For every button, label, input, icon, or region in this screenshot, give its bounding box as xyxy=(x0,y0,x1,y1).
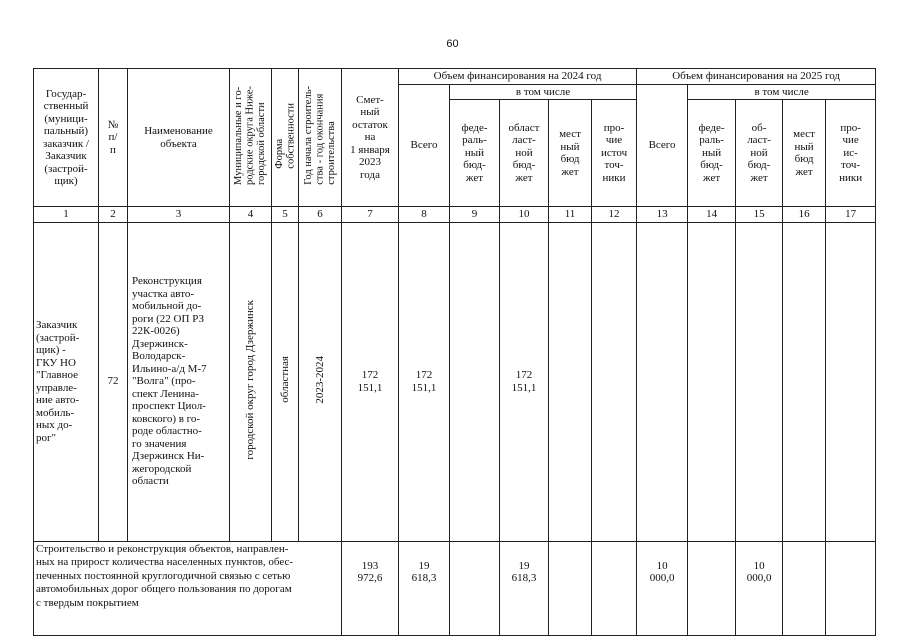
row-municipality-text: городской округ город Дзержинск xyxy=(244,299,257,460)
header-funding-2024: Объем финансирования на 2024 год xyxy=(399,69,637,85)
total-federal-2024 xyxy=(450,541,500,635)
header-municipality xyxy=(230,69,272,207)
header-total-2025: Всего xyxy=(637,84,688,207)
column-number: 8 xyxy=(399,207,450,223)
column-number: 9 xyxy=(450,207,500,223)
total-total-2025: 10 000,0 xyxy=(637,541,688,635)
header-ownership-text: Форма собственности xyxy=(274,102,297,169)
total-federal-2025 xyxy=(688,541,736,635)
row-regional-2024: 172 151,1 xyxy=(500,222,549,541)
row-ownership xyxy=(272,222,299,541)
row-years xyxy=(299,222,342,541)
row-local-2024 xyxy=(549,222,592,541)
header-regional-2025: об- ласт- ной бюд- жет xyxy=(736,100,783,207)
total-other-2025 xyxy=(826,541,876,635)
header-years xyxy=(299,69,342,207)
header-other-2025: про- чие ис- точ- ники xyxy=(826,100,876,207)
header-total-2024: Всего xyxy=(399,84,450,207)
row-federal-2024 xyxy=(450,222,500,541)
header-federal-2025: феде- раль- ный бюд- жет xyxy=(688,100,736,207)
header-ownership xyxy=(272,69,299,207)
row-balance: 172 151,1 xyxy=(342,222,399,541)
column-number: 14 xyxy=(688,207,736,223)
column-number: 1 xyxy=(34,207,99,223)
column-number: 16 xyxy=(783,207,826,223)
row-local-2025 xyxy=(783,222,826,541)
column-number: 4 xyxy=(230,207,272,223)
row-years-text: 2023-2024 xyxy=(313,355,326,404)
column-number: 3 xyxy=(128,207,230,223)
header-regional-2024: област ласт- ной бюд- жет xyxy=(500,100,549,207)
page-number: 60 xyxy=(446,38,459,50)
header-customer: Государ- ственный (муници- пальный) заказчик / Заказчик (застрой- щик) xyxy=(34,69,99,207)
column-number: 6 xyxy=(299,207,342,223)
row-object-name: Реконструкция участка авто- мобильной до- роги (22 ОП РЗ 22К-0026) Дзержинск- Володарск- Ильино-а/д М-7 "Волга" (про- спект Ленина- проспект Циол- ковского) в го- роде областно- го значения Дзержинск Ни- жегородской области xyxy=(128,222,230,541)
header-including-2025: в том числе xyxy=(688,84,876,100)
header-object-name: Наименование объекта xyxy=(128,69,230,207)
total-label: Строительство и реконструкция объектов, направлен- ных на прирост количества населенных пунктов, обес- печенных постоянной круглогодичной связью с сетью автомобильных дорог общего пользования по дорогам с твердым покрытием xyxy=(34,541,342,635)
header-number: № п/ п xyxy=(99,69,128,207)
column-number: 10 xyxy=(500,207,549,223)
row-municipality xyxy=(230,222,272,541)
header-local-2025: мест ный бюд жет xyxy=(783,100,826,207)
column-number: 17 xyxy=(826,207,876,223)
total-balance: 193 972,6 xyxy=(342,541,399,635)
row-total-2025 xyxy=(637,222,688,541)
total-local-2024 xyxy=(549,541,592,635)
header-balance: Смет- ный остаток на 1 января 2023 года xyxy=(342,69,399,207)
header-other-2024: про- чие источ точ- ники xyxy=(592,100,637,207)
row-total-2024: 172 151,1 xyxy=(399,222,450,541)
header-local-2024: мест ный бюд жет xyxy=(549,100,592,207)
total-row xyxy=(34,541,876,635)
header-years-text: Год начала строитель- ства - год окончания строительства xyxy=(302,86,337,186)
row-other-2025 xyxy=(826,222,876,541)
column-number: 13 xyxy=(637,207,688,223)
row-federal-2025 xyxy=(688,222,736,541)
column-number: 12 xyxy=(592,207,637,223)
row-ownership-text: областная xyxy=(278,356,291,404)
row-number: 72 xyxy=(99,222,128,541)
column-number: 15 xyxy=(736,207,783,223)
column-number: 2 xyxy=(99,207,128,223)
total-local-2025 xyxy=(783,541,826,635)
funding-table xyxy=(33,68,876,636)
header-including-2024: в том числе xyxy=(450,84,637,100)
row-customer: Заказчик (застрой- щик) - ГКУ НО "Главное управле- ние авто- мобиль- ных до- рог" xyxy=(34,222,99,541)
header-municipality-text: Муниципальные и го- родские округа Ниже- городской области xyxy=(233,86,268,186)
column-number: 11 xyxy=(549,207,592,223)
column-number: 7 xyxy=(342,207,399,223)
row-regional-2025 xyxy=(736,222,783,541)
row-other-2024 xyxy=(592,222,637,541)
total-total-2024: 19 618,3 xyxy=(399,541,450,635)
header-federal-2024: феде- раль- ный бюд- жет xyxy=(450,100,500,207)
column-number: 5 xyxy=(272,207,299,223)
table-row xyxy=(34,222,876,541)
total-regional-2025: 10 000,0 xyxy=(736,541,783,635)
header-funding-2025: Объем финансирования на 2025 год xyxy=(637,69,876,85)
total-other-2024 xyxy=(592,541,637,635)
total-regional-2024: 19 618,3 xyxy=(500,541,549,635)
